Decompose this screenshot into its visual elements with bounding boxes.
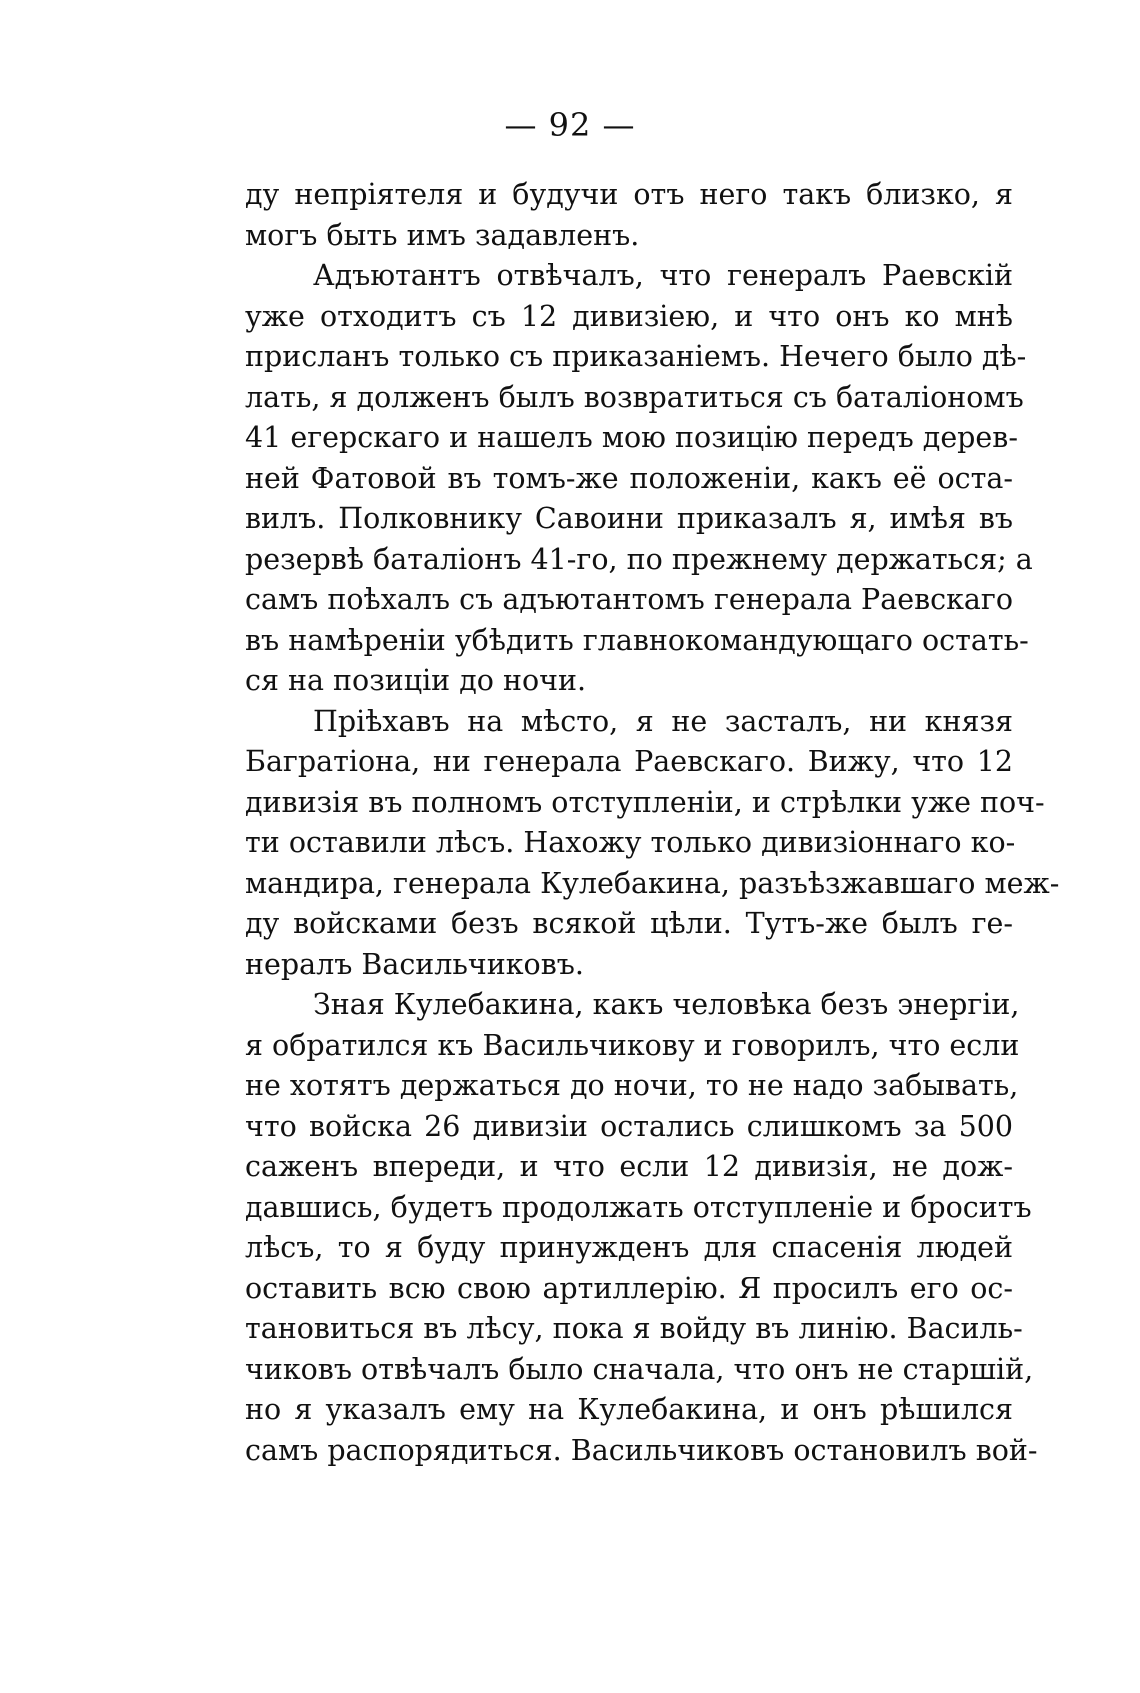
text-line: 41 егерскаго и нашелъ мою позицію передъ дерев- xyxy=(245,421,1018,454)
text-line: что войска 26 дивизіи остались слишкомъ за 500 xyxy=(245,1109,1013,1143)
paragraph-1 xyxy=(245,175,1013,256)
paragraph-4 xyxy=(245,985,1038,1471)
text-line: уже отходитъ съ 12 дивизіею, и что онъ ко мнѣ xyxy=(245,299,1013,333)
text-line: оставить всю свою артиллерію. Я просилъ его ос- xyxy=(245,1271,1013,1305)
text-line: лать, я долженъ былъ возвратиться съ баталіономъ xyxy=(245,380,1024,414)
text-line: Зная Кулебакина, какъ человѣка безъ энергіи, xyxy=(313,988,1020,1021)
body-text xyxy=(245,175,1060,1471)
text-line: резервѣ баталіонъ 41-го, по прежнему держаться; а xyxy=(245,542,1033,576)
text-line: въ намѣреніи убѣдить главнокомандующаго остать- xyxy=(245,623,1029,657)
text-line: чиковъ отвѣчалъ было сначала, что онъ не старшій, xyxy=(245,1352,1034,1386)
text-line: самъ поѣхалъ съ адъютантомъ генерала Раевскаго xyxy=(245,583,1013,616)
text-line: но я указалъ ему на Кулебакина, и онъ рѣшился xyxy=(245,1393,1013,1426)
text-line: мандира, генерала Кулебакина, разъѣзжавшаго меж- xyxy=(245,866,1060,900)
text-line: дивизія въ полномъ отступленіи, и стрѣлки уже поч- xyxy=(245,785,1045,819)
text-line: присланъ только съ приказаніемъ. Нечего было дѣ- xyxy=(245,340,1027,373)
page-number: — 92 — xyxy=(504,106,636,144)
text-line: Пріѣхавъ на мѣсто, я не засталъ, ни князя xyxy=(313,704,1013,738)
text-line: Багратіона, ни генерала Раевскаго. Вижу, что 12 xyxy=(245,745,1013,778)
paragraph-2 xyxy=(245,256,1033,702)
text-line: не хотятъ держаться до ночи, то не надо забывать, xyxy=(245,1069,1019,1102)
text-line: ду непріятеля и будучи отъ него такъ близко, я xyxy=(245,178,1013,211)
text-line: вилъ. Полковнику Савоини приказалъ я, имѣя въ xyxy=(245,502,1013,535)
text-line: могъ быть имъ задавленъ. xyxy=(245,218,640,252)
text-line: ней Фатовой въ томъ-же положеніи, какъ её оста- xyxy=(245,461,1013,495)
text-line: самъ распорядиться. Васильчиковъ остановилъ вой- xyxy=(245,1433,1038,1467)
text-line: нералъ Васильчиковъ. xyxy=(245,947,584,981)
text-line: Адъютантъ отвѣчалъ, что генералъ Раевскій xyxy=(313,259,1013,292)
text-line: ти оставили лѣсъ. Нахожу только дивизіоннаго ко- xyxy=(245,826,1016,859)
text-line: саженъ впереди, и что если 12 дивизія, не дож- xyxy=(245,1150,1013,1183)
text-line: я обратился къ Васильчикову и говорилъ, что если xyxy=(245,1028,1020,1062)
text-line: давшись, будетъ продолжать отступленіе и броситъ xyxy=(245,1190,1032,1224)
text-line: лѣсъ, то я буду принужденъ для спасенія людей xyxy=(245,1231,1013,1264)
text-line: ду войсками безъ всякой цѣли. Тутъ-же былъ ге- xyxy=(245,907,1013,940)
text-line: ся на позиціи до ночи. xyxy=(245,664,587,697)
text-line: тановиться въ лѣсу, пока я войду въ линію. Василь- xyxy=(245,1312,1023,1345)
paragraph-3 xyxy=(245,702,1060,986)
